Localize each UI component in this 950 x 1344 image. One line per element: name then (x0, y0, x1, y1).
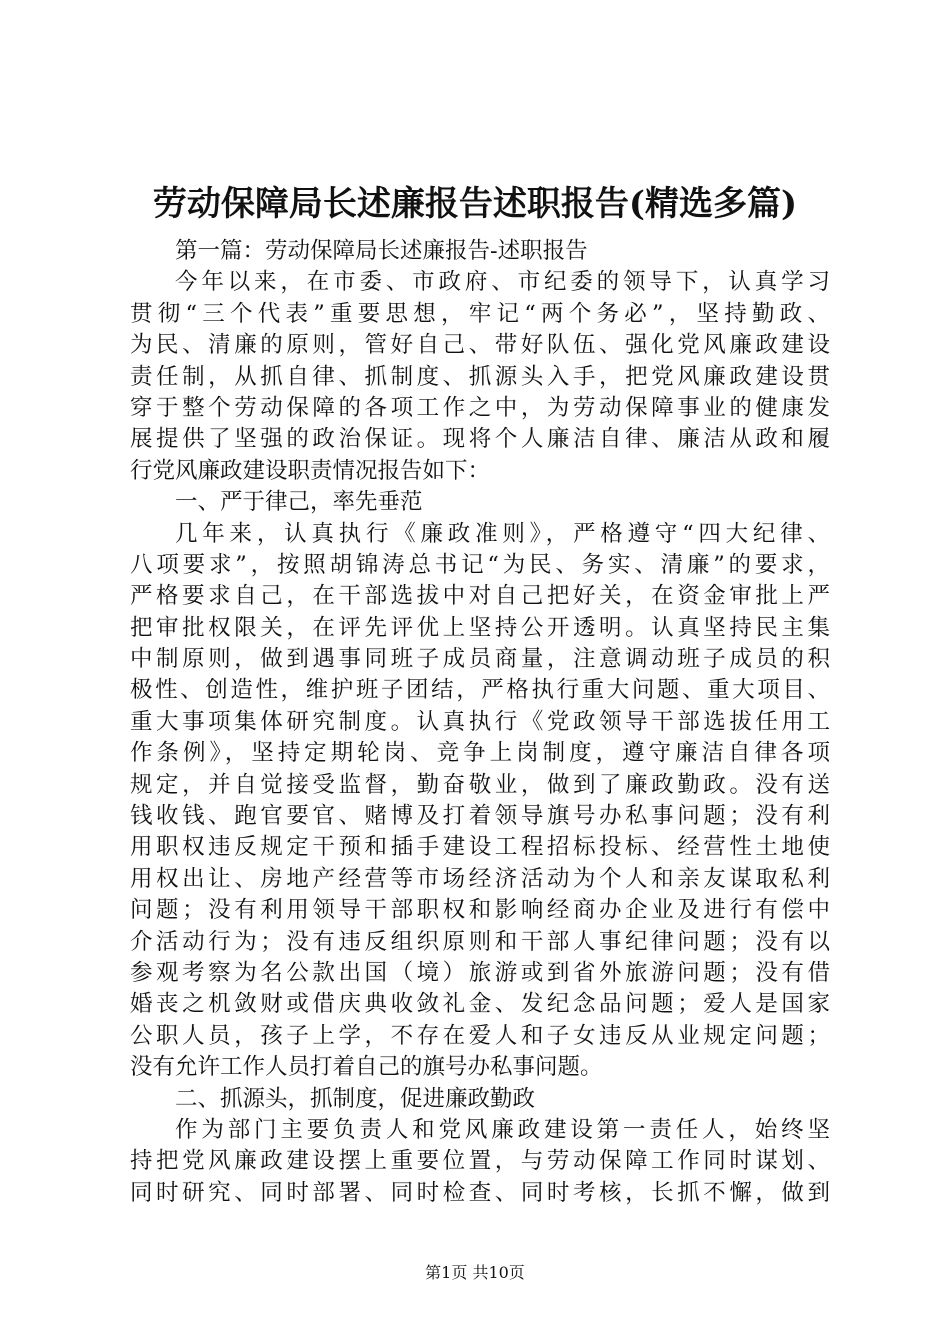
text-line: 展提供了坚强的政治保证。现将个人廉洁自律、廉洁从政和履 (130, 426, 830, 453)
text-line: 行党风廉政建设职责情况报告如下： (130, 457, 491, 484)
text-line: 没有允许工作人员打着自己的旗号办私事问题。 (130, 1054, 603, 1081)
text-line: 二、抓源头，抓制度，促进廉政勤政 (175, 1085, 536, 1112)
text-line: 中制原则，做到遇事同班子成员商量，注意调动班子成员的积 (130, 646, 830, 673)
document-body (130, 236, 830, 1209)
text-line: 责任制，从抓自律、抓制度、抓源头入手，把党风廉政建设贯 (130, 363, 830, 390)
text-line: 极性、创造性，维护班子团结，严格执行重大问题、重大项目、 (130, 677, 830, 704)
text-line: 婚丧之机敛财或借庆典收敛礼金、发纪念品问题；爱人是国家 (130, 991, 830, 1018)
text-line: 用权出让、房地产经营等市场经济活动为个人和亲友谋取私利 (130, 865, 830, 892)
text-line: 用职权违反规定干预和插手建设工程招标投标、经营性土地使 (130, 834, 830, 861)
text-line: 介活动行为；没有违反组织原则和干部人事纪律问题；没有以 (130, 928, 830, 955)
text-line: 作条例》，坚持定期轮岗、竞争上岗制度，遵守廉洁自律各项 (130, 740, 830, 767)
text-line: 公职人员，孩子上学，不存在爱人和子女违反从业规定问题； (130, 1022, 830, 1049)
page-footer: 第1页 共10页 (425, 1263, 525, 1282)
text-line: 几年来，认真执行《廉政准则》，严格遵守“四大纪律、 (175, 520, 830, 547)
text-line: 规定，并自觉接受监督，勤奋敬业，做到了廉政勤政。没有送 (130, 771, 830, 798)
text-line: 贯彻“三个代表”重要思想，牢记“两个务必”，坚持勤政、 (130, 300, 830, 327)
text-line: 持把党风廉政建设摆上重要位置，与劳动保障工作同时谋划、 (130, 1148, 830, 1175)
text-line: 参观考察为名公款出国（境）旅游或到省外旅游问题；没有借 (130, 959, 830, 986)
text-line: 第一篇：劳动保障局长述廉报告-述职报告 (175, 238, 588, 264)
text-line: 把审批权限关，在评先评优上坚持公开透明。认真坚持民主集 (130, 614, 830, 641)
text-line: 同时研究、同时部署、同时检查、同时考核，长抓不懈，做到 (130, 1179, 830, 1206)
text-line: 重大事项集体研究制度。认真执行《党政领导干部选拔任用工 (130, 708, 830, 735)
text-line: 作为部门主要负责人和党风廉政建设第一责任人，始终坚 (175, 1116, 830, 1143)
text-line: 严格要求自己，在干部选拔中对自己把好关，在资金审批上严 (130, 583, 830, 610)
text-line: 为民、清廉的原则，管好自己、带好队伍、强化党风廉政建设 (130, 332, 830, 359)
text-line: 今年以来，在市委、市政府、市纪委的领导下，认真学习 (175, 269, 830, 296)
text-line: 问题；没有利用领导干部职权和影响经商办企业及进行有偿中 (130, 897, 830, 924)
text-line: 钱收钱、跑官要官、赌博及打着领导旗号办私事问题；没有利 (130, 803, 830, 830)
document-title: 劳动保障局长述廉报告述职报告(精选多篇) (152, 184, 798, 224)
text-line: 八项要求”，按照胡锦涛总书记“为民、务实、清廉”的要求， (130, 551, 830, 578)
text-line: 穿于整个劳动保障的各项工作之中，为劳动保障事业的健康发 (130, 394, 830, 421)
text-line: 一、严于律己，率先垂范 (175, 489, 423, 516)
